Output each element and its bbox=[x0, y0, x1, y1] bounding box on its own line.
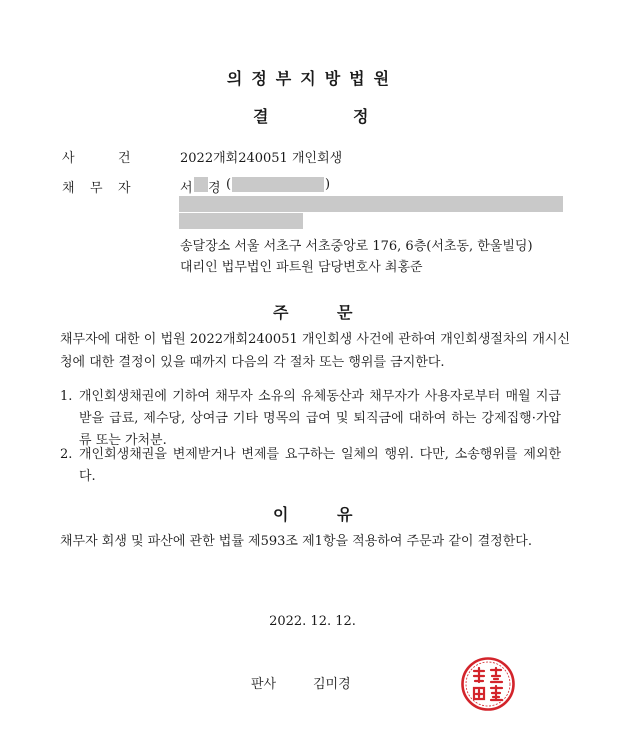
order-item-1-text: 개인회생채권에 기하여 채무자 소유의 유체동산과 채무자가 사용자로부터 매월 지급받을 급료, 제수당, 상여금 기타 명목의 급여 및 퇴직금에 대하여 하는 강제집행·가압류 또는 가처분. bbox=[79, 389, 561, 448]
paren-open: ( bbox=[226, 177, 232, 192]
reason-heading-char-2: 유 bbox=[337, 505, 353, 524]
order-intro: 채무자에 대한 이 법원 2022개회240051 개인회생 사건에 관하여 개인회생절차의 개시신청에 대한 결정이 있을 때까지 다음의 각 절차 또는 행위를 금지한다. bbox=[60, 332, 570, 370]
debtor-label-char-1: 채 bbox=[62, 181, 75, 196]
debtor-name-last: 경 bbox=[208, 181, 221, 196]
decision-date: 2022. 12. 12. bbox=[269, 614, 356, 629]
debtor-name-first: 서 bbox=[180, 181, 193, 196]
redaction-address-line-2 bbox=[179, 213, 303, 229]
order-item-2-text: 개인회생채권을 변제받거나 변제를 요구하는 일체의 행위. 다만, 소송행위를 제외한다. bbox=[79, 447, 561, 484]
order-heading-char-1: 주 bbox=[273, 303, 289, 322]
debtor-label-char-2: 무 bbox=[90, 181, 103, 196]
reason-text: 채무자 회생 및 파산에 관한 법률 제593조 제1항을 적용하여 주문과 같이 결정한다. bbox=[60, 534, 532, 549]
redaction-id-number bbox=[232, 177, 324, 192]
paren-close: ) bbox=[325, 177, 331, 192]
judge-title: 판사 bbox=[251, 677, 277, 692]
service-address: 송달장소 서울 서초구 서초중앙로 176, 6층(서초동, 한울빌딩) bbox=[180, 239, 533, 254]
representative: 대리인 법무법인 파트원 담당변호사 최홍준 bbox=[180, 260, 423, 275]
doc-type-char-2: 정 bbox=[353, 107, 369, 126]
case-number: 2022개회240051 개인회생 bbox=[180, 151, 343, 166]
order-item-1-number: 1. bbox=[60, 389, 73, 404]
case-label-char-2: 건 bbox=[118, 151, 131, 166]
redaction-name bbox=[194, 177, 208, 192]
judge-seal bbox=[460, 656, 516, 712]
reason-heading-char-1: 이 bbox=[273, 505, 289, 524]
order-item-2-number: 2. bbox=[60, 447, 73, 462]
order-heading-char-2: 문 bbox=[337, 303, 353, 322]
doc-type-char-1: 결 bbox=[253, 107, 269, 126]
case-label-char-1: 사 bbox=[62, 151, 75, 166]
court-name: 의정부지방법원 bbox=[226, 69, 399, 88]
redaction-address-line-1 bbox=[179, 196, 563, 212]
debtor-label-char-3: 자 bbox=[118, 181, 131, 196]
judge-name: 김미경 bbox=[313, 677, 351, 692]
